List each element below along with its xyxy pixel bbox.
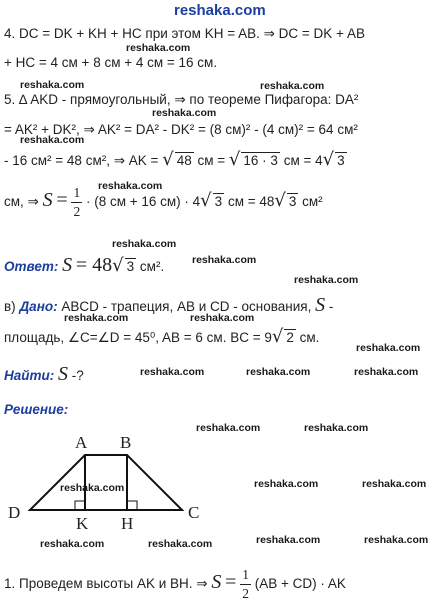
trapezoid-diagram	[0, 425, 220, 535]
sqrt-icon: √	[322, 149, 335, 170]
step5-line3-mid2: см = 4	[283, 153, 323, 168]
fraction-one-half	[71, 184, 82, 221]
step1-denominator: 2	[242, 586, 249, 601]
step1-area-symbol: S	[211, 571, 222, 594]
site-logo-text: reshaka.com	[174, 2, 266, 19]
answer-unit: см².	[139, 259, 165, 274]
step1-equals: =	[225, 571, 237, 594]
watermark: reshaka.com	[304, 422, 369, 434]
watermark: reshaka.com	[356, 342, 421, 354]
watermark: reshaka.com	[256, 534, 321, 546]
watermark: reshaka.com	[60, 482, 125, 494]
step5-line2: = AK² + DK², ⇒ AK² = DA² - DK² = (8 см)² - (4 см)² = 64 см²	[4, 122, 358, 137]
right-angle-mark-h	[127, 501, 137, 510]
watermark: reshaka.com	[20, 79, 85, 91]
answer-value: = 48	[75, 254, 113, 276]
find-label: Найти:	[4, 368, 55, 383]
watermark: reshaka.com	[354, 366, 419, 378]
given-unit: см.	[299, 330, 320, 345]
part-b-prefix: в)	[4, 299, 16, 314]
bc-radicand: 2	[286, 330, 294, 345]
point-h-label: H	[121, 514, 134, 533]
watermark: reshaka.com	[140, 366, 205, 378]
watermark: reshaka.com	[190, 312, 255, 324]
given-text2: площадь, ∠C=∠D = 45⁰, AB = 6 см. BC = 9	[4, 330, 272, 345]
step1-line	[4, 566, 346, 603]
step5-line3-pre: - 16 см² = 48 см², ⇒ AK =	[4, 153, 159, 168]
watermark: reshaka.com	[64, 312, 129, 324]
given-text: ABCD - трапеция, AB и CD - основания,	[61, 299, 312, 314]
step5-line3-mid: см =	[197, 153, 226, 168]
step5-line4	[4, 184, 323, 221]
watermark: reshaka.com	[192, 254, 257, 266]
given-line1	[4, 294, 333, 317]
sqrt-icon: √	[162, 149, 174, 170]
radicand-3a: 3	[337, 153, 345, 168]
watermark: reshaka.com	[126, 42, 191, 54]
radicand-3c: 3	[288, 194, 297, 210]
given-dash: -	[328, 299, 334, 314]
watermark: reshaka.com	[260, 80, 325, 92]
watermark: reshaka.com	[20, 134, 85, 146]
given-line2	[4, 326, 319, 347]
vertex-a-label: A	[75, 433, 88, 452]
step1-rest: (AB + CD) · AK	[254, 576, 346, 592]
step1-fraction	[240, 566, 251, 603]
radicand-16x3: 16 · 3	[243, 153, 278, 168]
step5-line4-mid: · (8 см + 16 см) · 4	[85, 194, 201, 210]
watermark: reshaka.com	[98, 180, 163, 192]
answer-label: Ответ:	[4, 259, 59, 274]
equals-sign: =	[56, 189, 68, 212]
radicand-48: 48	[176, 153, 192, 168]
point-k-label: K	[76, 514, 89, 533]
watermark: reshaka.com	[364, 534, 429, 546]
find-line	[4, 363, 84, 386]
radicand-3b: 3	[214, 194, 223, 210]
vertex-b-label: B	[120, 433, 132, 452]
given-area-symbol: S	[315, 294, 326, 316]
watermark: reshaka.com	[152, 107, 217, 119]
sqrt-icon: √	[228, 149, 241, 170]
watermark: reshaka.com	[246, 366, 311, 378]
watermark: reshaka.com	[362, 478, 427, 490]
sqrt-icon: √	[271, 326, 284, 347]
step4-line2: + HC = 4 см + 8 см + 4 см = 16 см.	[4, 55, 218, 70]
answer-line	[4, 254, 164, 277]
step5-line3	[4, 149, 347, 170]
watermark: reshaka.com	[112, 238, 177, 250]
given-label: Дано:	[19, 299, 58, 314]
step1-text: 1. Проведем высоты AK и BH. ⇒	[4, 576, 208, 592]
watermark: reshaka.com	[254, 478, 319, 490]
find-area-symbol: S	[58, 363, 69, 385]
solution-label: Решение:	[4, 402, 69, 417]
answer-area-symbol: S	[62, 254, 73, 276]
vertex-d-label: D	[8, 503, 21, 522]
step1-numerator: 1	[240, 566, 251, 585]
answer-radicand: 3	[126, 259, 135, 274]
watermark: reshaka.com	[196, 422, 261, 434]
vertex-c-label: C	[188, 503, 200, 522]
step4-line1: 4. DC = DK + KH + HC при этом KH = AB. ⇒ DC = DK + AB	[4, 26, 365, 41]
sqrt-icon: √	[200, 190, 212, 212]
watermark: reshaka.com	[294, 274, 359, 286]
watermark: reshaka.com	[148, 538, 213, 550]
sqrt-icon: √	[274, 190, 286, 212]
step5-line4-mid2: см = 48	[227, 194, 275, 210]
sqrt-icon: √	[112, 255, 124, 276]
step5-line1: 5. ∆ AKD - прямоугольный, ⇒ по теореме Пифагора: DA²	[4, 92, 359, 107]
watermark: reshaka.com	[40, 538, 105, 550]
step5-line4-pre: см, ⇒	[4, 194, 39, 210]
find-question: -?	[71, 368, 84, 383]
fraction-denominator: 2	[73, 204, 81, 219]
right-angle-mark-k	[75, 501, 85, 510]
fraction-numerator: 1	[71, 184, 82, 203]
area-symbol: S	[42, 189, 53, 212]
step5-line4-end: см²	[302, 194, 323, 210]
